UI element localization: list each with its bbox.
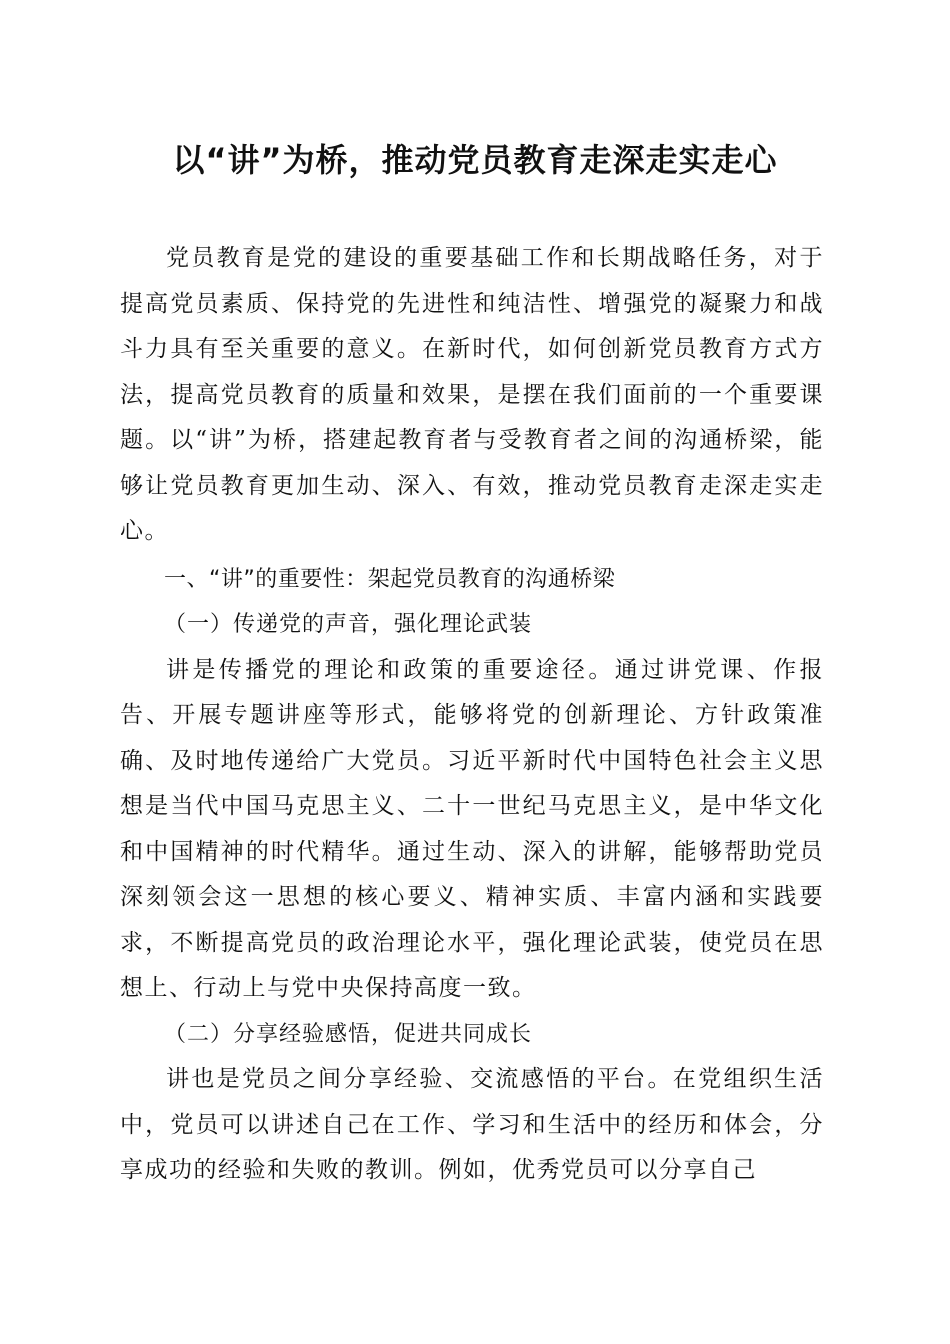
document-title: 以“讲”为桥，推动党员教育走深走实走心 xyxy=(172,141,778,179)
subsection-paragraph-2: 讲也是党员之间分享经验、交流感悟的平台。在党组织生活中，党员可以讲述自己在工作、学习和生活中的经历和体会，分享成功的经验和失败的教训。例如，优秀党员可以分享自己 xyxy=(120,1066,824,1183)
section-heading-1: 一、“讲”的重要性：架起党员教育的沟通桥梁 xyxy=(164,566,616,592)
subsection-paragraph-1: 讲是传播党的理论和政策的重要途径。通过讲党课、作报告、开展专题讲座等形式，能够将党的创新理论、方针政策准确、及时地传递给广大党员。习近平新时代中国特色社会主义思想是当代中国马克思主义、二十一世纪马克思主义，是中华文化和中国精神的时代精华。通过生动、深入的讲解，能够帮助党员深刻领会这一思想的核心要义、精神实质、丰富内涵和实践要求，不断提高党员的政治理论水平，强化理论武装，使党员在思想上、行动上与党中央保持高度一致。 xyxy=(120,656,824,1001)
intro-paragraph: 党员教育是党的建设的重要基础工作和长期战略任务，对于提高党员素质、保持党的先进性和纯洁性、增强党的凝聚力和战斗力具有至关重要的意义。在新时代，如何创新党员教育方式方法，提高党员教育的质量和效果，是摆在我们面前的一个重要课题。以“讲”为桥，搭建起教育者与受教育者之间的沟通桥梁，能够让党员教育更加生动、深入、有效，推动党员教育走深走实走心。 xyxy=(120,245,824,544)
document-body xyxy=(120,236,824,1194)
subsection-heading-2: （二）分享经验感悟，促进共同成长 xyxy=(164,1021,533,1047)
subsection-heading-1: （一）传递党的声音，强化理论武装 xyxy=(164,612,533,637)
